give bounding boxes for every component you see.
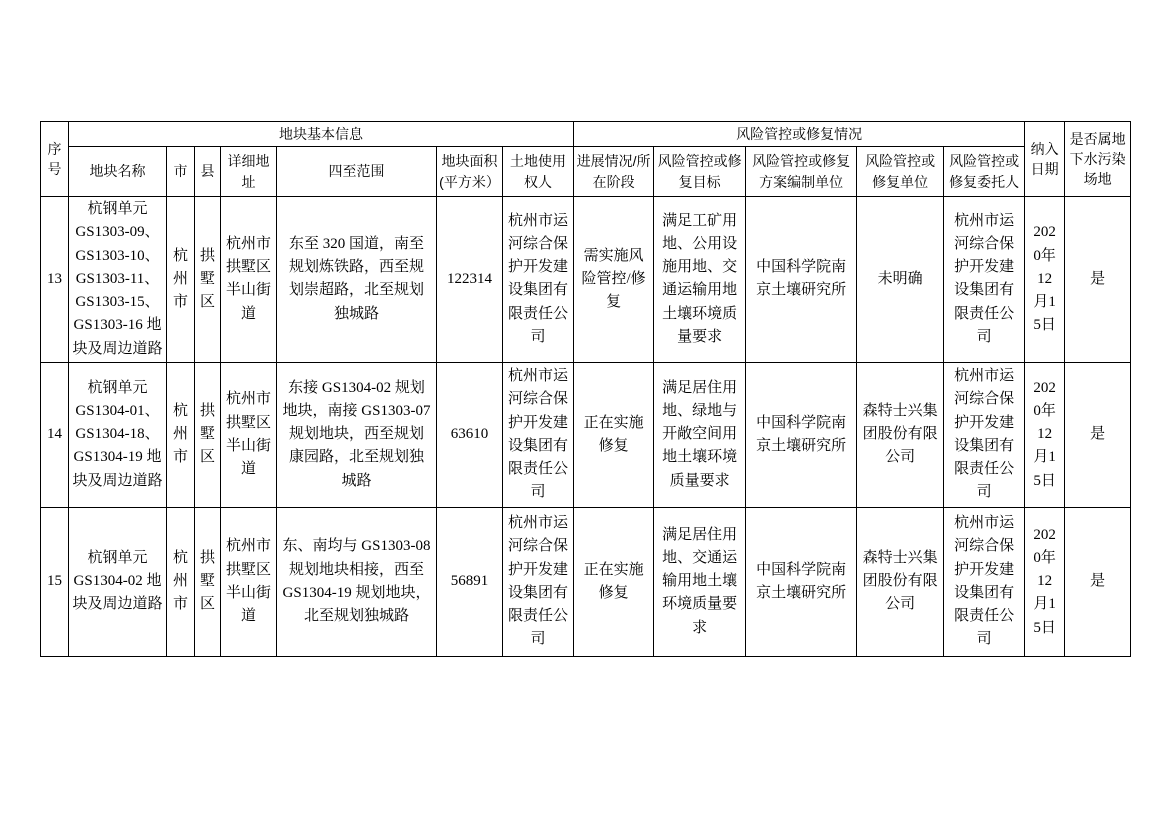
cell-progress: 正在实施修复 — [574, 507, 654, 656]
cell-groundwater: 是 — [1065, 362, 1131, 507]
cell-boundary: 东至 320 国道，南至规划炼铁路，西至规划崇超路，北至规划独城路 — [277, 197, 437, 363]
cell-city: 杭州市 — [167, 197, 195, 363]
header-client: 风险管控或修复委托人 — [944, 147, 1025, 197]
cell-land-user: 杭州市运河综合保护开发建设集团有限责任公司 — [503, 362, 574, 507]
cell-remediation-unit: 森特士兴集团股份有限公司 — [857, 362, 944, 507]
header-county: 县 — [195, 147, 221, 197]
cell-boundary: 东接 GS1304-02 规划地块，南接 GS1303-07 规划地块，西至规划康园路，北至规划独城路 — [277, 362, 437, 507]
group-header-row — [41, 122, 1131, 147]
header-groundwater: 是否属地下水污染场地 — [1065, 122, 1131, 197]
cell-seq: 15 — [41, 507, 69, 656]
header-remediation-unit: 风险管控或修复单位 — [857, 147, 944, 197]
cell-area: 122314 — [437, 197, 503, 363]
cell-progress: 需实施风险管控/修复 — [574, 197, 654, 363]
cell-plan-unit: 中国科学院南京土壤研究所 — [746, 197, 857, 363]
cell-plan-unit: 中国科学院南京土壤研究所 — [746, 362, 857, 507]
cell-groundwater: 是 — [1065, 197, 1131, 363]
table-row — [41, 507, 1131, 656]
cell-address: 杭州市拱墅区半山街道 — [221, 507, 277, 656]
cell-seq: 13 — [41, 197, 69, 363]
land-parcel-risk-table — [40, 121, 1131, 657]
header-address: 详细地址 — [221, 147, 277, 197]
cell-groundwater: 是 — [1065, 507, 1131, 656]
cell-county: 拱墅区 — [195, 197, 221, 363]
cell-county: 拱墅区 — [195, 507, 221, 656]
cell-parcel-name: 杭钢单元 GS1304-02 地块及周边道路 — [69, 507, 167, 656]
header-parcel-name: 地块名称 — [69, 147, 167, 197]
cell-land-user: 杭州市运河综合保护开发建设集团有限责任公司 — [503, 197, 574, 363]
cell-client: 杭州市运河综合保护开发建设集团有限责任公司 — [944, 197, 1025, 363]
cell-include-date: 2020年12月15日 — [1025, 197, 1065, 363]
cell-remediation-unit: 未明确 — [857, 197, 944, 363]
cell-plan-unit: 中国科学院南京土壤研究所 — [746, 507, 857, 656]
cell-remediation-unit: 森特士兴集团股份有限公司 — [857, 507, 944, 656]
header-land-user: 土地使用权人 — [503, 147, 574, 197]
header-seq: 序号 — [41, 122, 69, 197]
cell-target: 满足居住用地、交通运输用地土壤环境质量要求 — [654, 507, 746, 656]
cell-parcel-name: 杭钢单元 GS1304-01、GS1304-18、GS1304-19 地块及周边道路 — [69, 362, 167, 507]
table-row — [41, 362, 1131, 507]
cell-parcel-name: 杭钢单元 GS1303-09、GS1303-10、GS1303-11、GS1303-15、GS1303-16 地块及周边道路 — [69, 197, 167, 363]
header-area: 地块面积(平方米） — [437, 147, 503, 197]
header-include-date: 纳入日期 — [1025, 122, 1065, 197]
header-target: 风险管控或修复目标 — [654, 147, 746, 197]
cell-seq: 14 — [41, 362, 69, 507]
cell-progress: 正在实施修复 — [574, 362, 654, 507]
cell-include-date: 2020年12月15日 — [1025, 507, 1065, 656]
header-plan-unit: 风险管控或修复方案编制单位 — [746, 147, 857, 197]
header-group-risk-info: 风险管控或修复情况 — [574, 122, 1025, 147]
cell-target: 满足工矿用地、公用设施用地、交通运输用地土壤环境质量要求 — [654, 197, 746, 363]
cell-city: 杭州市 — [167, 362, 195, 507]
cell-target: 满足居住用地、绿地与开敞空间用地土壤环境质量要求 — [654, 362, 746, 507]
cell-land-user: 杭州市运河综合保护开发建设集团有限责任公司 — [503, 507, 574, 656]
cell-boundary: 东、南均与 GS1303-08 规划地块相接，西至 GS1304-19 规划地块，北至规划独城路 — [277, 507, 437, 656]
header-group-basic-info: 地块基本信息 — [69, 122, 574, 147]
cell-client: 杭州市运河综合保护开发建设集团有限责任公司 — [944, 507, 1025, 656]
cell-county: 拱墅区 — [195, 362, 221, 507]
cell-area: 56891 — [437, 507, 503, 656]
cell-include-date: 2020年12月15日 — [1025, 362, 1065, 507]
cell-client: 杭州市运河综合保护开发建设集团有限责任公司 — [944, 362, 1025, 507]
cell-city: 杭州市 — [167, 507, 195, 656]
header-row — [41, 147, 1131, 197]
table-row — [41, 197, 1131, 363]
cell-address: 杭州市拱墅区半山街道 — [221, 362, 277, 507]
cell-address: 杭州市拱墅区半山街道 — [221, 197, 277, 363]
header-progress: 进展情况/所在阶段 — [574, 147, 654, 197]
cell-area: 63610 — [437, 362, 503, 507]
header-city: 市 — [167, 147, 195, 197]
header-boundary: 四至范围 — [277, 147, 437, 197]
